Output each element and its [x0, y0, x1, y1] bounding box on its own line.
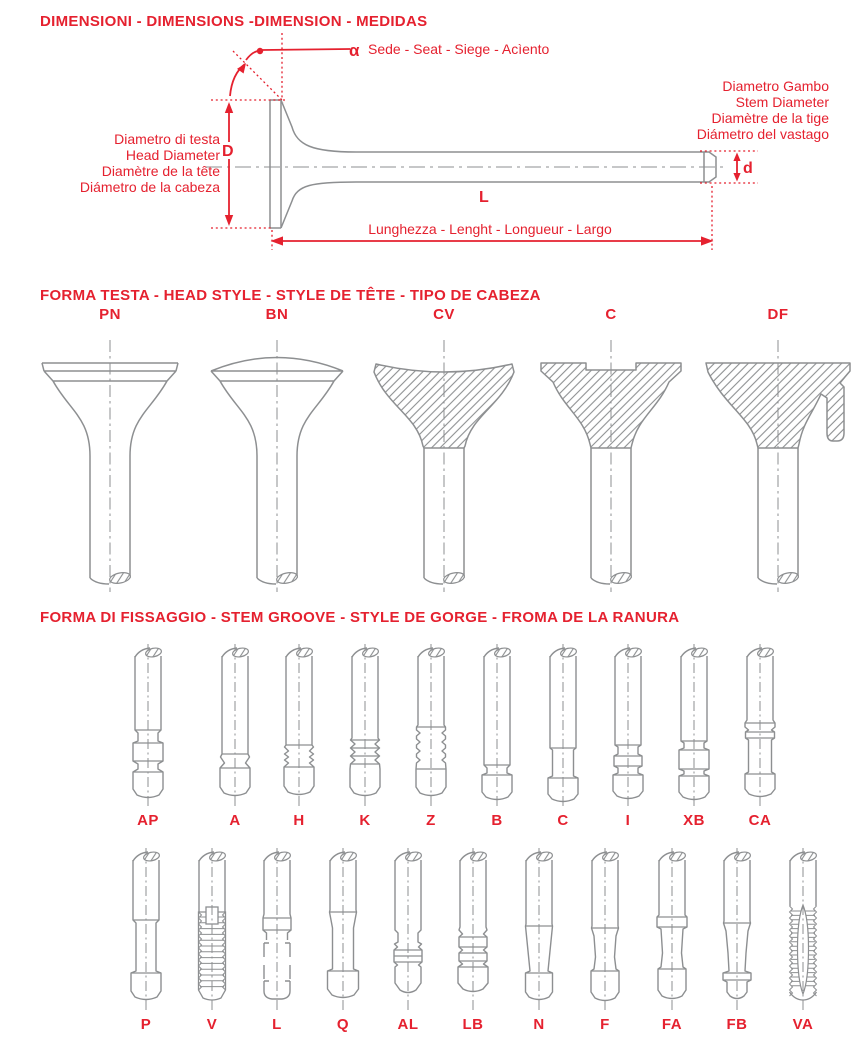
head-style-label: BN: [265, 306, 289, 323]
stem-diameter-symbol: d: [743, 160, 753, 177]
stem-groove-column: [644, 842, 700, 1036]
seat-leader-line: [262, 49, 350, 50]
stem-groove-figure: [600, 642, 656, 810]
stem-groove-label: F: [600, 1016, 610, 1033]
stem-groove-column: [207, 638, 263, 832]
head-style-figure: [25, 338, 195, 600]
head-style-column: [25, 306, 195, 600]
head-styles-title: FORMA TESTA - HEAD STYLE - STYLE DE TÊTE - TIPO DE CABEZA: [40, 287, 541, 304]
stem-groove-figure: [207, 642, 263, 810]
stem-groove-label: K: [359, 812, 371, 829]
stem-groove-figure: [469, 642, 525, 810]
head-style-column: [192, 306, 362, 600]
stem-groove-label: Z: [426, 812, 436, 829]
stem-groove-label: AP: [137, 812, 159, 829]
stem-groove-column: [337, 638, 393, 832]
length-label: Lunghezza - Lenght - Longueur - Largo: [368, 221, 612, 237]
dimensions-diagram: [0, 0, 860, 268]
head-style-figure: [359, 338, 529, 600]
stem-groove-figure: [118, 846, 174, 1014]
stem-groove-label: FB: [726, 1016, 748, 1033]
stem-groove-column: [445, 842, 501, 1036]
stem-groove-figure: [732, 642, 788, 810]
stem-groove-label: V: [206, 1016, 218, 1033]
stem-groove-figure: [315, 846, 371, 1014]
stem-groove-label: L: [272, 1016, 282, 1033]
stem-groove-column: [511, 842, 567, 1036]
stem-groove-figure: [644, 846, 700, 1014]
stem-groove-column: [271, 638, 327, 832]
stem-groove-figure: [337, 642, 393, 810]
stem-grooves-title: FORMA DI FISSAGGIO - STEM GROOVE - STYLE DE GORGE - FROMA DE LA RANURA: [40, 609, 680, 626]
seat-leader-dot: [257, 48, 263, 54]
head-diameter-label-line3: Diamètre de la tête: [101, 163, 220, 179]
stem-groove-label: LB: [462, 1016, 484, 1033]
stem-groove-label: Q: [336, 1016, 350, 1033]
stem-groove-label: AL: [397, 1016, 419, 1033]
stem-groove-label: XB: [683, 812, 705, 829]
stem-groove-label: H: [293, 812, 305, 829]
seat-angle-dotted-line: [233, 51, 284, 102]
stem-diameter-label-line4: Diámetro del vastago: [696, 126, 829, 142]
head-style-label: PN: [99, 306, 121, 323]
stem-diameter-label-line1: Diametro Gambo: [722, 78, 829, 94]
head-style-column: [693, 306, 860, 600]
stem-groove-label: FA: [661, 1016, 683, 1033]
valve-head-face: [270, 100, 281, 228]
head-style-label: CV: [433, 306, 455, 323]
stem-groove-column: [249, 842, 305, 1036]
stem-groove-figure: [380, 846, 436, 1014]
stem-groove-label: N: [533, 1016, 545, 1033]
alpha-symbol: α: [349, 41, 360, 60]
head-style-figure: [693, 338, 860, 600]
stem-groove-figure: [403, 642, 459, 810]
head-style-column: [359, 306, 529, 600]
stem-groove-figure: [511, 846, 567, 1014]
head-diameter-symbol: D: [222, 143, 234, 160]
stem-groove-figure: [445, 846, 501, 1014]
stem-groove-column: [577, 842, 633, 1036]
stem-groove-figure: [577, 846, 633, 1014]
stem-groove-column: [118, 842, 174, 1036]
length-symbol: L: [479, 189, 489, 206]
stem-groove-label: VA: [792, 1016, 814, 1033]
stem-diameter-label-line3: Diamètre de la tige: [711, 110, 829, 126]
stem-groove-column: [600, 638, 656, 832]
stem-groove-column: [120, 638, 176, 832]
dimensions-title: DIMENSIONI - DIMENSIONS -DIMENSION - MEDIDAS: [40, 13, 428, 30]
valve-stem-profile: [281, 100, 704, 228]
stem-groove-label: A: [229, 812, 241, 829]
stem-groove-figure: [120, 642, 176, 810]
stem-groove-figure: [535, 642, 591, 810]
dimension-arrowheads: [225, 48, 741, 246]
head-style-column: [526, 306, 696, 600]
stem-groove-column: [775, 842, 831, 1036]
stem-groove-label: CA: [748, 812, 772, 829]
stem-groove-column: [469, 638, 525, 832]
stem-groove-column: [380, 842, 436, 1036]
stem-groove-figure: [271, 642, 327, 810]
stem-groove-figure: [775, 846, 831, 1014]
seat-label: Sede - Seat - Siege - Acìento: [368, 41, 550, 57]
stem-groove-label: B: [491, 812, 503, 829]
stem-groove-column: [709, 842, 765, 1036]
stem-groove-column: [403, 638, 459, 832]
head-style-label: DF: [767, 306, 789, 323]
stem-diameter-label-line2: Stem Diameter: [735, 94, 829, 110]
head-diameter-label-line4: Diámetro de la cabeza: [79, 179, 220, 195]
stem-groove-column: [666, 638, 722, 832]
head-diameter-label-line2: Head Diameter: [125, 147, 220, 163]
stem-groove-figure: [249, 846, 305, 1014]
stem-groove-label: I: [625, 812, 631, 829]
stem-groove-column: [315, 842, 371, 1036]
seat-leader-curve: [246, 51, 258, 60]
stem-groove-figure: [709, 846, 765, 1014]
stem-groove-figure: [666, 642, 722, 810]
stem-groove-label: P: [140, 1016, 152, 1033]
stem-groove-column: [184, 842, 240, 1036]
stem-groove-label: C: [557, 812, 569, 829]
head-style-figure: [192, 338, 362, 600]
stem-groove-column: [535, 638, 591, 832]
head-style-label: C: [605, 306, 617, 323]
stem-groove-column: [732, 638, 788, 832]
head-style-figure: [526, 338, 696, 600]
head-diameter-label-line1: Diametro di testa: [114, 131, 220, 147]
stem-groove-figure: [184, 846, 240, 1014]
